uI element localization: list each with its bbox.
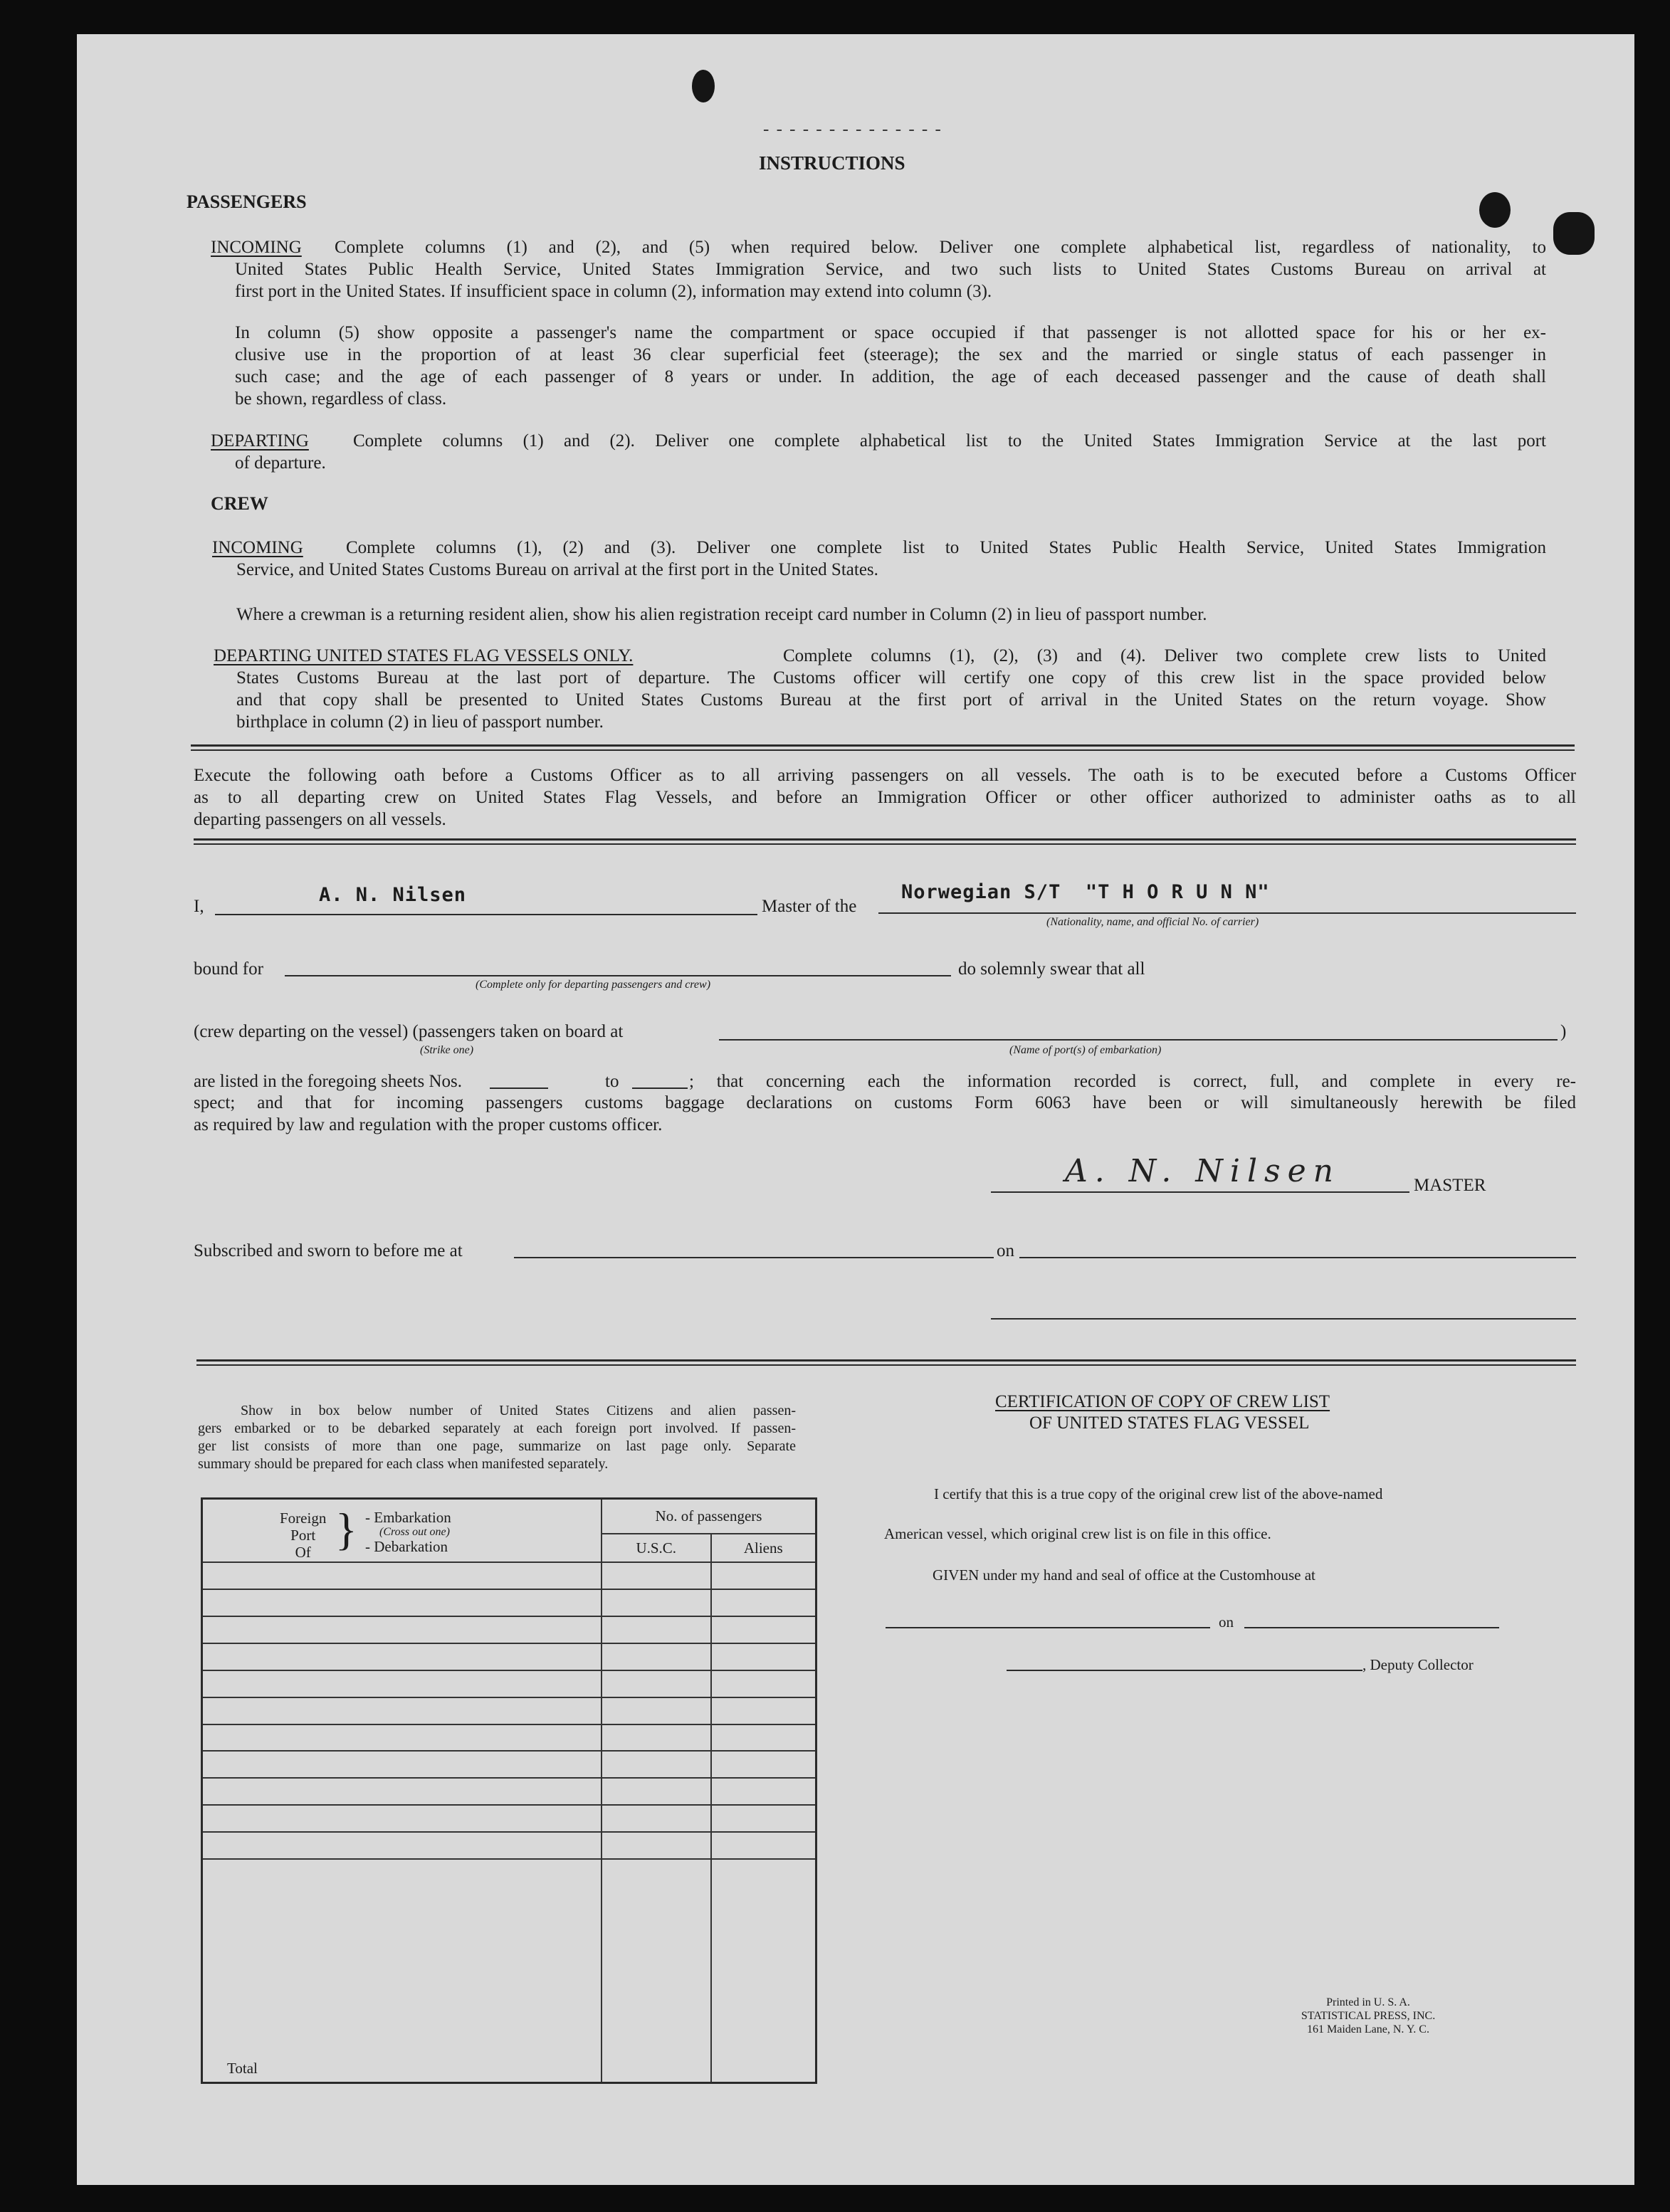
passenger-summary-table — [201, 1497, 817, 2084]
vessel-on-file-line: American vessel, which original crew list is on file in this office. — [884, 1525, 1271, 1542]
ink-spot — [1479, 192, 1511, 228]
usc-cell[interactable] — [602, 1589, 711, 1616]
aliens-cell[interactable] — [711, 1778, 816, 1805]
subscribed-date-line[interactable] — [1019, 1257, 1576, 1258]
port-cell[interactable] — [203, 1832, 602, 1859]
sheet-to-line[interactable] — [632, 1087, 688, 1089]
document-page — [77, 34, 1634, 2185]
vessel-caption: (Nationality, name, and official No. of carrier) — [1046, 916, 1259, 928]
vessel-field[interactable]: Norwegian S/T "T H O R U N N" — [901, 881, 1270, 903]
summary-row — [203, 1751, 815, 1778]
strike-caption: (Strike one) — [420, 1044, 474, 1056]
top-dashes: - - - - - - - - - - - - - - — [763, 120, 942, 139]
summary-row — [203, 1562, 815, 1589]
aliens-cell[interactable] — [711, 1832, 816, 1859]
port-cell[interactable] — [203, 1778, 602, 1805]
port-cell[interactable] — [203, 1616, 602, 1643]
crew-departing-us-label: DEPARTING UNITED STATES FLAG VESSELS ONLY. — [214, 646, 634, 665]
subscribed-on-label: on — [997, 1241, 1014, 1260]
aliens-cell[interactable] — [711, 1697, 816, 1724]
certification-title-2: OF UNITED STATES FLAG VESSEL — [1029, 1413, 1310, 1433]
usc-cell[interactable] — [602, 1859, 711, 2082]
customhouse-line[interactable] — [886, 1627, 1210, 1628]
aliens-cell[interactable] — [711, 1805, 816, 1832]
oath-intro: Execute the following oath before a Customs Officer as to all arriving passengers on all vessels. The oath is to be executed before a Customs Officer as to all departing crew on United States Flag Vessels, and before an Immigration Officer or other officer authorized to administer oaths as to all departing passengers on all vessels. — [194, 766, 1576, 829]
crew-heading: CREW — [211, 493, 268, 514]
printer-imprint: Printed in U. S. A. STATISTICAL PRESS, INC. 161 Maiden Lane, N. Y. C. — [1301, 1996, 1436, 2035]
usc-cell[interactable] — [602, 1751, 711, 1778]
swear-label: do solemnly swear that all — [958, 959, 1145, 979]
aliens-header: Aliens — [711, 1534, 816, 1562]
usc-cell[interactable] — [602, 1697, 711, 1724]
passengers-departing-label: DEPARTING — [211, 431, 309, 451]
summary-row — [203, 1697, 815, 1724]
master-label: MASTER — [1414, 1176, 1486, 1195]
summary-row — [203, 1589, 815, 1616]
summary-row — [203, 1643, 815, 1670]
resident-alien-text: Where a crewman is a returning resident alien, show his alien registration receipt card number in Column (2) in lieu of passport number. — [236, 605, 1207, 624]
embarkation-ports-line[interactable] — [719, 1039, 1558, 1041]
summary-row — [203, 1832, 815, 1859]
crew-incoming-label: INCOMING — [212, 538, 303, 557]
certify-line: I certify that this is a true copy of the original crew list of the above-named — [934, 1485, 1383, 1502]
aliens-cell[interactable] — [711, 1751, 816, 1778]
deputy-collector-label: , Deputy Collector — [1362, 1656, 1474, 1673]
aliens-cell[interactable] — [711, 1562, 816, 1589]
crew-departing-option[interactable]: (crew departing on the vessel) (passengers taken on board at — [194, 1022, 624, 1041]
page-title: INSTRUCTIONS — [759, 152, 905, 174]
signature-line — [991, 1191, 1409, 1193]
summary-row — [203, 1724, 815, 1752]
oath-i-label: I, — [194, 897, 204, 916]
divider — [191, 749, 1575, 751]
ink-spot — [1553, 212, 1595, 255]
master-of-label: Master of the — [762, 897, 857, 916]
sheet-from-line[interactable] — [490, 1087, 548, 1089]
port-cell[interactable] — [203, 1589, 602, 1616]
ports-caption: (Name of port(s) of embarkation) — [1009, 1044, 1162, 1056]
certification-date-line[interactable] — [1244, 1627, 1499, 1628]
passengers-incoming-text: Complete columns (1) and (2), and (5) when required below. Deliver one complete alphabetical list, regardless of nationality, to United States Public Health Service, United States Immigration Service, and two such lists to United States Customs Bureau on arrival at first port in the United States. If insufficient space in column (2), information may extend into column (3). — [235, 238, 1546, 301]
summary-row — [203, 1616, 815, 1643]
usc-cell[interactable] — [602, 1724, 711, 1752]
certification-on-label: on — [1219, 1613, 1234, 1631]
aliens-cell[interactable] — [711, 1643, 816, 1670]
bound-for-label: bound for — [194, 959, 263, 979]
port-cell[interactable] — [203, 1751, 602, 1778]
port-cell[interactable] — [203, 1670, 602, 1697]
divider — [196, 1359, 1576, 1362]
summary-body — [203, 1562, 815, 2082]
aliens-cell[interactable] — [711, 1616, 816, 1643]
passengers-departing-text: Complete columns (1) and (2). Deliver one complete alphabetical list to the United States Immigration Service at the last port of departure. — [235, 431, 1546, 473]
divider — [196, 1364, 1576, 1366]
usc-cell[interactable] — [602, 1832, 711, 1859]
certification-title-1: CERTIFICATION OF COPY OF CREW LIST — [995, 1392, 1330, 1411]
port-cell[interactable] — [203, 1697, 602, 1724]
usc-cell[interactable] — [602, 1643, 711, 1670]
divider — [194, 843, 1576, 845]
crew-incoming-text: Complete columns (1), (2) and (3). Deliver one complete list to United States Public Health Service, United States Immigration Service, and United States Customs Bureau on arrival at the first port in the United States. — [236, 538, 1546, 579]
usc-cell[interactable] — [602, 1805, 711, 1832]
brace: } — [335, 1504, 357, 1554]
ink-spot — [692, 70, 715, 102]
embarkation-option[interactable]: - Embarkation — [365, 1509, 451, 1526]
crew-departing-us-text: Complete columns (1), (2), (3) and (4). Deliver two complete crew lists to United States Customs Bureau at the last port of departure. The Customs officer will certify one copy of this crew list in the space provided below and that copy shall be presented to United States Customs Bureau at the first port of arrival in the United States on the return voyage. Show birthplace in column (2) in lieu of passport number. — [236, 646, 1546, 732]
summary-row — [203, 1670, 815, 1697]
close-paren: ) — [1560, 1022, 1567, 1041]
aliens-cell[interactable] — [711, 1724, 816, 1752]
debarkation-option[interactable]: - Debarkation — [365, 1538, 448, 1555]
port-cell[interactable] — [203, 1724, 602, 1752]
usc-cell[interactable] — [602, 1616, 711, 1643]
aliens-cell[interactable] — [711, 1670, 816, 1697]
usc-cell[interactable] — [602, 1562, 711, 1589]
summary-instructions: Show in box below number of United States Citizens and alien passen- gers embarked or to be debarked separately at each foreign port involved. If passen- ger list consists of more than one page, summarize on last page only. Separate summary should be prepared for each class when manifested separately. — [198, 1403, 796, 1472]
usc-cell[interactable] — [602, 1778, 711, 1805]
summary-row — [203, 1805, 815, 1832]
divider — [194, 838, 1576, 841]
vessel-line — [878, 912, 1576, 914]
passengers-incoming-label: INCOMING — [211, 238, 302, 257]
subscribed-place-line[interactable] — [514, 1257, 994, 1258]
total-label: Total — [203, 1859, 602, 2082]
officer-signature-line[interactable] — [991, 1318, 1576, 1320]
sheets-post: ; that concerning each the information recorded is correct, full, and complete in every re- — [689, 1072, 1576, 1091]
summary-row — [203, 1778, 815, 1805]
aliens-cell[interactable] — [711, 1859, 816, 2082]
foreign-port-header: Foreign Port Of } - Embarkation (Cross out one) - Debarkation — [203, 1500, 602, 1562]
subscribed-label: Subscribed and sworn to before me at — [194, 1241, 463, 1260]
port-cell[interactable] — [203, 1643, 602, 1670]
sheets-to: to — [605, 1072, 619, 1091]
master-name-line — [215, 914, 757, 915]
given-line: GIVEN under my hand and seal of office at the Customhouse at — [933, 1566, 1315, 1584]
port-cell[interactable] — [203, 1805, 602, 1832]
sheets-pre: are listed in the foregoing sheets Nos. — [194, 1072, 462, 1091]
master-name-field[interactable]: A. N. Nilsen — [319, 884, 467, 906]
master-signature[interactable]: A. N. Nilsen — [1065, 1153, 1341, 1189]
deputy-collector-line[interactable] — [1007, 1670, 1362, 1671]
bound-for-line[interactable] — [285, 975, 951, 976]
bound-for-caption: (Complete only for departing passengers and crew) — [476, 979, 711, 991]
column5-text: In column (5) show opposite a passenger's name the compartment or space occupied if that passenger is not allotted space for his or her ex- clusive use in the proportion of at least 36 clear superficial feet (steerage); the sex and the married or single status of each passenger in such case; and the age of each passenger of 8 years or under. In addition, the age of each deceased passenger and the cause of death shall be shown, regardless of class. — [235, 323, 1546, 409]
aliens-cell[interactable] — [711, 1589, 816, 1616]
port-cell[interactable] — [203, 1562, 602, 1589]
passengers-heading: PASSENGERS — [187, 191, 307, 212]
oath-baggage-text: spect; and that for incoming passengers customs baggage declarations on customs Form 6063 have been or will simultaneously herewith be filed as required by law and regulation with the proper customs officer. — [194, 1093, 1576, 1134]
total-row — [203, 1859, 815, 2082]
usc-cell[interactable] — [602, 1670, 711, 1697]
divider — [191, 744, 1575, 747]
no-passengers-header: No. of passengers — [602, 1500, 815, 1534]
usc-header: U.S.C. — [602, 1534, 711, 1562]
